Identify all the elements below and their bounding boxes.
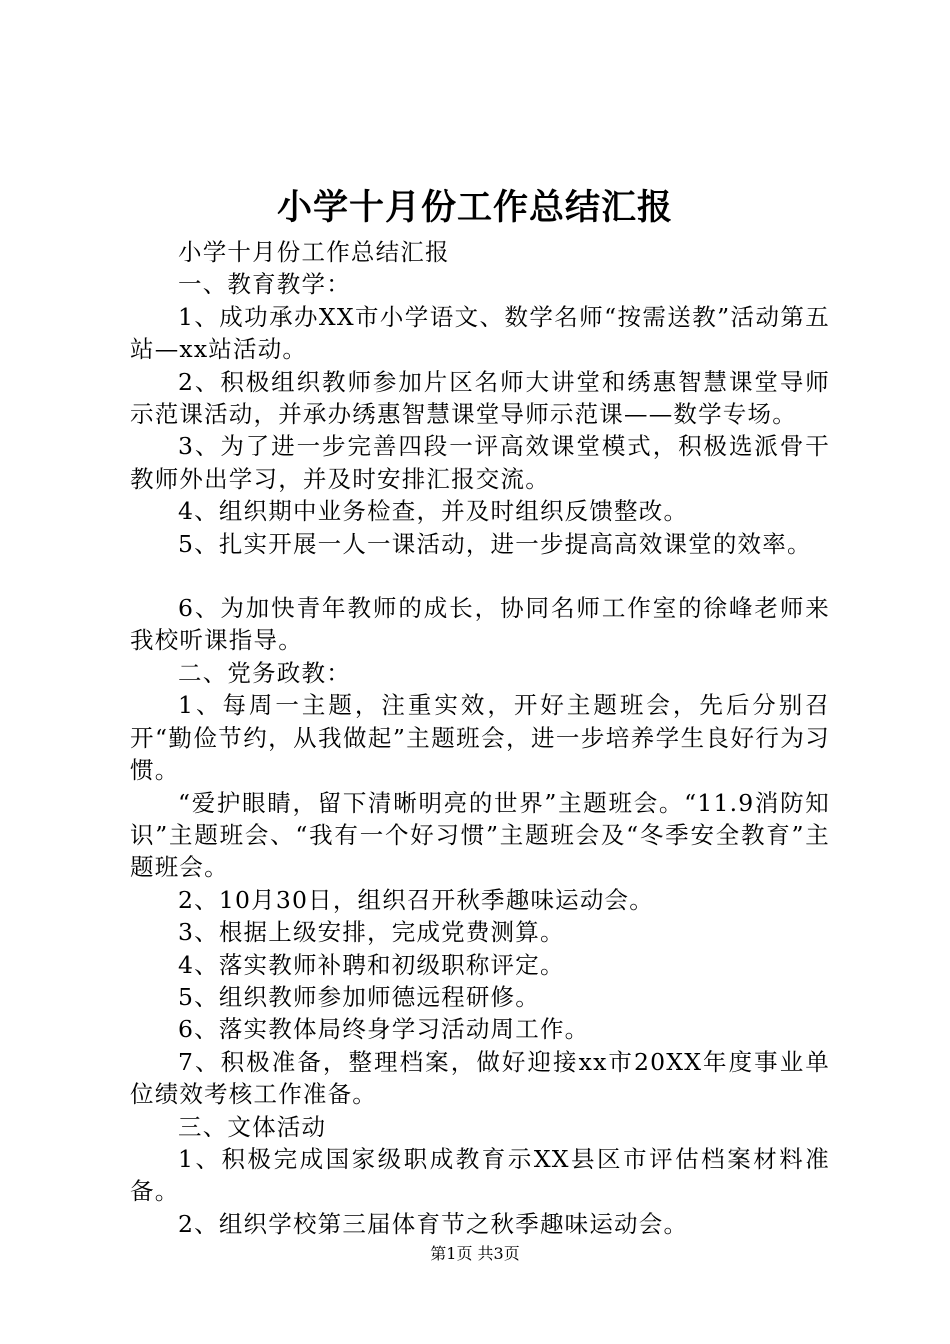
paragraph: “爱护眼睛，留下清晰明亮的世界”主题班会。“11.9消防知识”主题班会、“我有一个好习惯”主题班会及“冬季安全教育”主题班会。 bbox=[130, 788, 830, 882]
paragraph: 2、积极组织教师参加片区名师大讲堂和绣惠智慧课堂导师示范课活动，并承办绣惠智慧课堂导师示范课——数学专场。 bbox=[130, 367, 830, 429]
paragraph: 3、为了进一步完善四段一评高效课堂模式，积极选派骨干教师外出学习，并及时安排汇报交流。 bbox=[130, 432, 830, 493]
document-body bbox=[130, 236, 830, 1240]
paragraph: 3、根据上级安排，完成党费测算。 bbox=[178, 918, 565, 947]
paragraph: 4、落实教师补聘和初级职称评定。 bbox=[178, 950, 565, 979]
paragraph: 1、积极完成国家级职成教育示XX县区市评估档案材料准备。 bbox=[130, 1144, 830, 1206]
document-title: 小学十月份工作总结汇报 bbox=[276, 187, 673, 228]
section-heading-sports: 三、文体活动 bbox=[178, 1112, 327, 1141]
paragraph-subtitle: 小学十月份工作总结汇报 bbox=[178, 238, 450, 266]
paragraph: 6、落实教体局终身学习活动周工作。 bbox=[178, 1015, 590, 1044]
paragraph: 4、组织期中业务检查，并及时组织反馈整改。 bbox=[178, 497, 689, 526]
paragraph: 5、扎实开展一人一课活动，进一步提高高效课堂的效率。 bbox=[178, 529, 812, 558]
paragraph: 2、10月30日，组织召开秋季趣味运动会。 bbox=[178, 885, 654, 914]
page-footer: 第1页 共3页 bbox=[430, 1244, 520, 1263]
paragraph: 6、为加快青年教师的成长，协同名师工作室的徐峰老师来我校听课指导。 bbox=[130, 594, 830, 655]
section-heading-party: 二、党务政教： bbox=[178, 658, 351, 687]
paragraph: 7、积极准备，整理档案，做好迎接xx市20XX年度事业单位绩效考核工作准备。 bbox=[130, 1047, 830, 1109]
section-heading-education: 一、教育教学： bbox=[178, 270, 351, 299]
paragraph: 2、组织学校第三届体育节之秋季趣味运动会。 bbox=[178, 1209, 689, 1238]
paragraph: 1、每周一主题，注重实效，开好主题班会，先后分别召开“勤俭节约，从我做起”主题班会，进一步培养学生良好行为习惯。 bbox=[130, 691, 830, 785]
paragraph: 1、成功承办XX市小学语文、数学名师“按需送教”活动第五站—xx站活动。 bbox=[130, 302, 830, 364]
paragraph: 5、组织教师参加师德远程研修。 bbox=[178, 982, 540, 1011]
